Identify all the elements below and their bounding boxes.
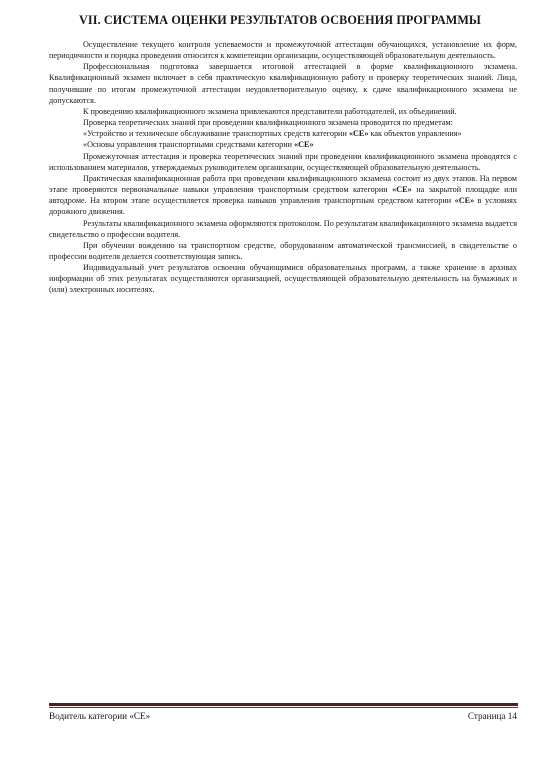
- text-segment: При обучении вождению на транспортном средстве, оборудованном автоматической трансмиссией, в свидетельстве о профессии водителя делается соответствующая запись.: [49, 240, 517, 261]
- paragraph: [49, 173, 517, 218]
- document-body: [49, 39, 517, 296]
- text-segment: Промежуточная аттестация и проверка теоретических знаний при проведении квалификационного экзамена проводятся с использованием материалов, утверждаемых руководителем организации, осуществляющей образовательную деятельность.: [49, 151, 517, 172]
- text-segment: как объектов управления»: [368, 129, 462, 139]
- paragraph: [49, 39, 517, 61]
- bold-text-segment: «CE»: [348, 129, 369, 139]
- footer-page-number: Страница 14: [467, 711, 517, 721]
- text-segment: Результаты квалификационного экзамена оформляются протоколом. По результатам квалификационного экзамена выдается свидетельство о профессии водителя.: [49, 218, 517, 239]
- bold-text-segment: «CE»: [392, 185, 412, 195]
- paragraph: [49, 61, 517, 106]
- paragraph: [49, 106, 517, 117]
- bold-text-segment: «CE»: [294, 140, 314, 150]
- text-segment: на закрытой площадке или автодроме. На втором этапе осуществляется проверка навыков управления транспортным средством категории: [49, 185, 517, 206]
- text-segment: Профессиональная подготовка завершается итоговой аттестацией в форме квалификационного экзамена. Квалификационный экзамен включает в себя практическую квалификационную работу и проверку теоретических знаний. Лица, получившие по итогам промежуточной аттестации неудовлетворительную оценку, к сдаче квалификационного экзамена не допускаются.: [49, 62, 517, 105]
- paragraph: [49, 151, 517, 173]
- text-segment: Практическая квалификационная работа при проведении квалификационного экзамена состоит из двух этапов. На первом этапе проверяются первоначальные навыки управления транспортным средством категории: [49, 173, 517, 195]
- bold-text-segment: «CE»: [454, 196, 475, 206]
- text-segment: Осуществление текущего контроля успеваемости и промежуточной аттестации обучающихся, установление их форм, периодичности и порядка проведения относится к компетенции организации, осуществляющей образовательную деятельность.: [49, 40, 517, 61]
- paragraph: [49, 240, 517, 262]
- text-segment: Проверка теоретических знаний при проведении квалификационного экзамена проводится по предметам:: [83, 118, 453, 128]
- text-segment: «Основы управления транспортными средствами категории: [83, 140, 295, 150]
- footer-document-name: Водитель категории «CE»: [49, 711, 151, 721]
- paragraph: [49, 218, 517, 240]
- section-title: VII. СИСТЕМА ОЦЕНКИ РЕЗУЛЬТАТОВ ОСВОЕНИЯ ПРОГРАММЫ: [78, 13, 481, 27]
- footer-rule-thin: [49, 707, 518, 708]
- text-segment: «Устройство и техническое обслуживание транспортных средств категории: [83, 129, 349, 139]
- text-segment: Индивидуальный учет результатов освоения обучающимися образовательных программ, а также хранение в архивах информации об этих результатах осуществляются организацией, осуществляющей образовательную деятельность на бумажных и (или) электронных носителях.: [49, 263, 517, 295]
- paragraph: [49, 139, 517, 150]
- text-segment: К проведению квалификационного экзамена привлекаются представители работодателей, их объединений.: [83, 106, 457, 116]
- paragraph: [49, 262, 517, 295]
- footer-rule-thick: [49, 703, 518, 706]
- text-segment: в условиях дорожного движения.: [49, 196, 517, 217]
- paragraph: [49, 117, 517, 128]
- paragraph: [49, 128, 517, 139]
